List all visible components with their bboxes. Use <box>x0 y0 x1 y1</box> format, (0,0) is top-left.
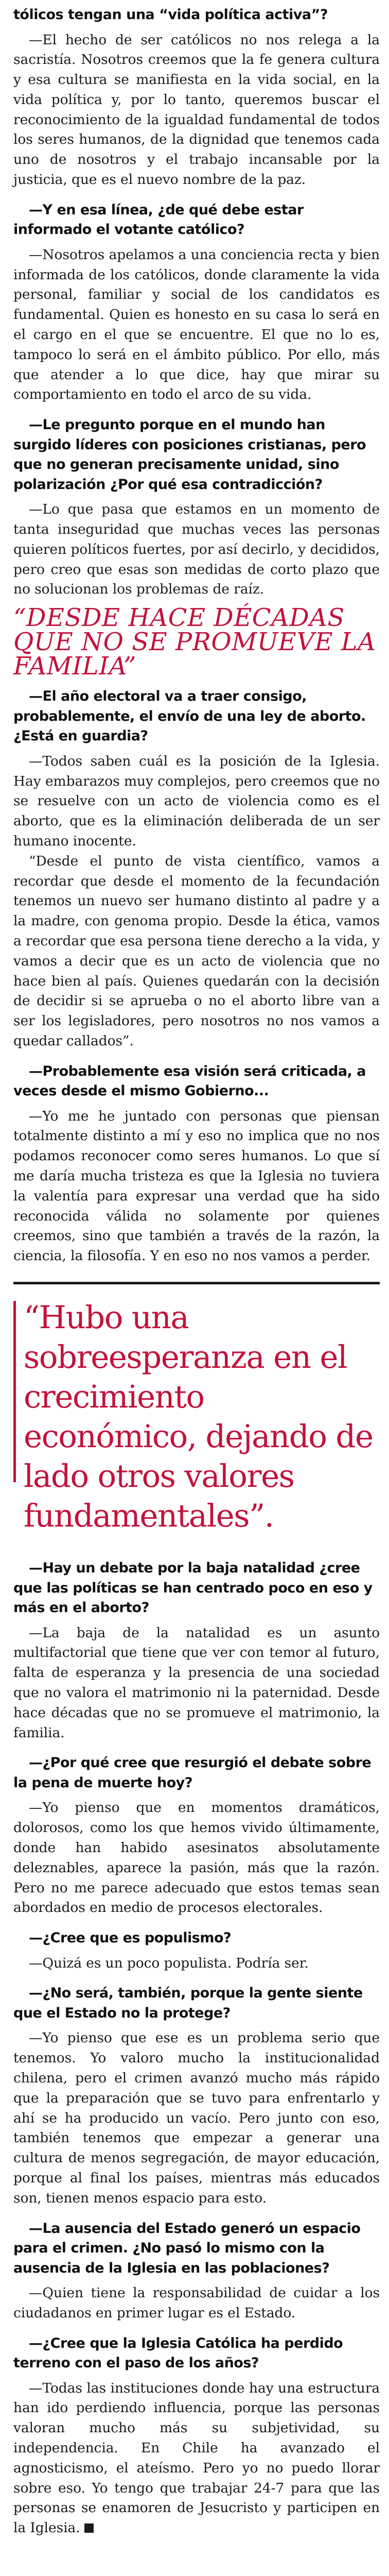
pull-quote <box>13 1296 380 1545</box>
answer-paragraph: —Yo pienso que en momentos dramáticos, dolorosos, como los que hemos vivido últimamente, donde han habido asesinatos absolutamente deleznables, aparece la pasión, más que la razón. Pero no me parece adecuado que estos temas sean abordados en medio de procesos electorales. <box>13 1800 380 1916</box>
answer-paragraph: —Yo pienso que ese es un problema serio que tenemos. Yo valoro mucho la institucionalidad chilena, pero el crimen avanzó mucho más rápido que la preparación que se tuvo para enfrentarlo y ahí se ha producido un vacío. Pero junto con eso, también tenemos que empezar a generar una cultura de menos segregación, de mayor educación, porque al final los países, mientras más educados son, tienen menos espacio para esto. <box>13 2030 380 2206</box>
interview-question: —¿Cree que es populismo? <box>29 1930 232 1946</box>
interview-question: —¿Cree que la Iglesia Católica ha perdido terreno con el paso de los años? <box>13 2335 343 2371</box>
interview-question: —Hay un debate por la baja natalidad ¿cree que las políticas se han centrado poco en eso y más en el aborto? <box>13 1560 373 1616</box>
interview-question: —¿No será, también, porque la gente siente que el Estado no la protege? <box>13 1985 363 2021</box>
pull-quote-bar <box>13 1301 16 1482</box>
interview-question: —La ausencia del Estado generó un espacio para el crimen. ¿No pasó lo mismo con la ausencia de la Iglesia en las poblaciones? <box>13 2220 361 2276</box>
answer-paragraph: —La baja de la natalidad es un asunto multifactorial que tiene que ver con temor al futuro, falta de esperanza y la presencia de una sociedad que no valora el matrimonio ni la paternidad. Desde hace décadas que no se promueve el matrimonio, la familia. <box>13 1624 380 1741</box>
answer-paragraph: —El hecho de ser católicos no nos relega a la sacristía. Nosotros creemos que la fe genera cultura y esa cultura se manifiesta en la vida social, en la vida política y, por lo tanto, queremos buscar el reconocimiento de la igualdad fundamental de todos los seres humanos, de la dignidad que tenemos cada uno de nosotros y el trabajo incansable por la justicia, que es el nuevo nombre de la paz. <box>13 31 380 188</box>
answer-paragraph <box>13 2379 380 2538</box>
interview-question: —Le pregunto porque en el mundo han surgido líderes con posiciones cristianas, pero que no generan precisamente unidad, sino polarización ¿Por qué esa contradicción? <box>13 417 366 493</box>
answer-paragraph: —Quien tiene la responsabilidad de cuidar a los ciudadanos en primer lugar es el Estado. <box>13 2285 380 2321</box>
interview-question: —El año electoral va a traer consigo, probablemente, el envío de una ley de aborto. ¿Está en guardia? <box>13 688 366 744</box>
interview-question: —Probablemente esa visión será criticada, a veces desde el mismo Gobierno... <box>13 1063 366 1099</box>
end-of-article-mark <box>84 2523 94 2533</box>
answer-paragraph: —Yo me he juntado con personas que piensan totalmente distinto a mí y eso no implica que no nos podamos reconocer como seres humanos. Lo que sí me daría mucha tristeza es que la Iglesia no tuviera la valentía para expresar una verdad que ha sido reconocida válida no solamente por quienes creemos, sino que también a través de la razón, la ciencia, la filosofía. Y en eso no nos vamos a perder. <box>13 1108 380 1264</box>
answer-paragraph: —Lo que pasa que estamos en un momento de tanta inseguridad que muchas veces las personas quieren políticos fuertes, por así decirlo, y decididos, pero creo que esas son medidas de corto plazo que no solucionan los problemas de raíz. <box>13 501 380 598</box>
answer-text: —Todas las instituciones donde hay una estructura han ido perdiendo influencia, porque las personas valoran mucho más su subjetividad, su independencia. En Chile ha avanzado el agnosticismo, el ateísmo. Pero yo no puedo llorar sobre eso. Yo tengo que trabajar 24-7 para que las personas se enamoren de Jesucristo y participen en la Iglesia. <box>13 2380 380 2536</box>
answer-paragraph: —Nosotros apelamos a una conciencia recta y bien informada de los católicos, donde claramente la vida personal, familiar y social de los candidatos es fundamental. Quien es honesto en su casa lo será en el cargo en el que se encuentre. El que no lo es, tampoco lo será en el ámbito público. Por ello, más que atender a lo que dice, hay que mirar su comportamiento en todo el arco de su vida. <box>13 246 380 403</box>
answer-paragraph: —Todos saben cuál es la posición de la Iglesia. Hay embarazos muy complejos, pero creemos que no se resuelve con un acto de violencia como es el aborto, que es la eliminación deliberada de un ser humano inocente. <box>13 753 380 849</box>
divider-rule <box>13 1282 380 1284</box>
interview-question: —¿Por qué cree que resurgió el debate sobre la pena de muerte hoy? <box>13 1755 372 1791</box>
interview-question: —Y en esa línea, ¿de qué debe estar informado el votante católico? <box>13 201 304 238</box>
section-heading: “DESDE HACE DÉCADAS QUE NO SE PROMUEVE LA FAMILIA” <box>13 603 376 681</box>
answer-paragraph: “Desde el punto de vista científico, vamos a recordar que desde el momento de la fecundación tenemos un nuevo ser humano distinto al padre y a la madre, con genoma propio. Desde la ética, vamos a recordar que esa persona tiene derecho a la vida, y vamos a decir que es un acto de violencia que no hace bien al país. Quienes quedarán con la decisión de decidir si se aprueba o no el aborto libre van a ser los legisladores, pero nosotros no nos vamos a quedar callados”. <box>13 853 380 1049</box>
answer-paragraph: —Quizá es un poco populista. Podría ser. <box>29 1955 309 1971</box>
question-continuation: tólicos tengan una “vida política activa”? <box>13 7 328 23</box>
pull-quote-text: “Hubo una sobreesperanza en el crecimiento económico, dejando de lado otros valores fundamentales”. <box>24 1299 373 1535</box>
